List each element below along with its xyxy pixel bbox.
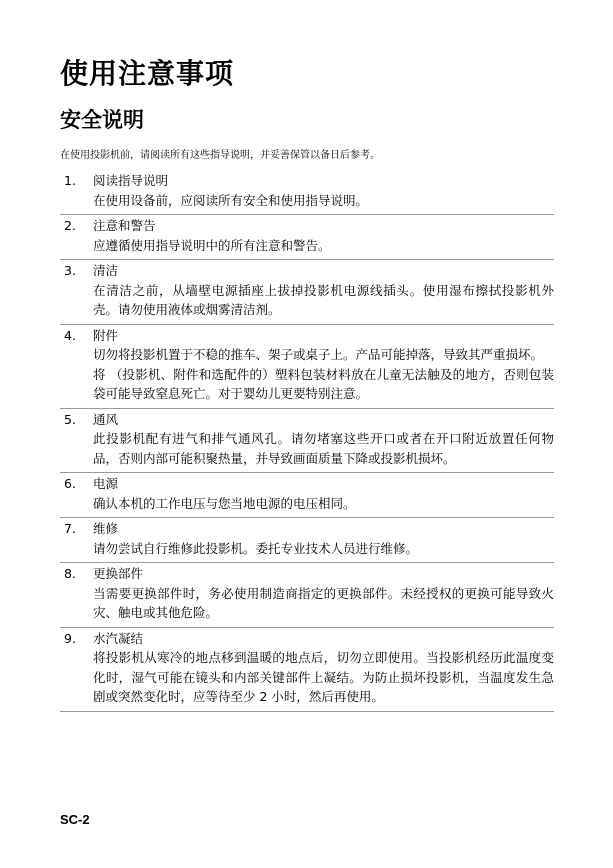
item-number: 7. bbox=[64, 521, 76, 536]
item-body bbox=[93, 326, 554, 404]
item-body bbox=[93, 519, 554, 558]
item-number: 1. bbox=[64, 173, 76, 188]
page-title: 使用注意事项 bbox=[60, 57, 235, 90]
item-paragraph: 当需要更换部件时，务必使用制造商指定的更换部件。未经授权的更换可能导致火灾、触电或其他危险。 bbox=[93, 585, 554, 620]
item-paragraph: 确认本机的工作电压与您当地电源的电压相同。 bbox=[93, 495, 356, 511]
item-heading: 阅读指导说明 bbox=[93, 173, 169, 188]
list-item bbox=[60, 563, 554, 628]
section-title: 安全说明 bbox=[60, 108, 144, 132]
item-body bbox=[93, 410, 554, 469]
item-paragraph: 在清洁之前，从墙壁电源插座上拔掉投影机电源线插头。使用湿布擦拭投影机外壳。请勿使用液体或烟雾清洁剂。 bbox=[93, 282, 554, 317]
item-heading: 通风 bbox=[93, 411, 119, 427]
list-item bbox=[60, 170, 554, 215]
page-number: SC-2 bbox=[60, 812, 90, 827]
item-body bbox=[93, 474, 554, 513]
item-body bbox=[93, 171, 554, 210]
list-item bbox=[60, 628, 554, 712]
item-heading: 维修 bbox=[93, 521, 119, 536]
item-number: 9. bbox=[64, 630, 76, 646]
item-heading: 水汽凝结 bbox=[93, 630, 144, 646]
item-body bbox=[93, 564, 554, 623]
intro-text: 在使用投影机前，请阅读所有这些指导说明，并妥善保管以备日后参考。 bbox=[60, 150, 380, 161]
item-number: 8. bbox=[64, 566, 76, 581]
item-heading: 电源 bbox=[93, 476, 119, 491]
item-paragraph: 应遵循使用指导说明中的所有注意和警告。 bbox=[93, 237, 331, 253]
list-item bbox=[60, 215, 554, 260]
item-number: 2. bbox=[64, 218, 76, 233]
item-body bbox=[93, 629, 554, 707]
list-item bbox=[60, 409, 554, 474]
item-body bbox=[93, 261, 554, 320]
list-item bbox=[60, 325, 554, 409]
item-number: 6. bbox=[64, 476, 76, 491]
item-number: 5. bbox=[64, 411, 76, 427]
item-paragraph: 在使用设备前，应阅读所有安全和使用指导说明。 bbox=[93, 192, 369, 208]
list-item bbox=[60, 260, 554, 325]
list-item bbox=[60, 473, 554, 518]
item-paragraph: 请勿尝试自行维修此投影机。委托专业技术人员进行维修。 bbox=[93, 540, 419, 556]
item-number: 4. bbox=[64, 327, 76, 343]
item-number: 3. bbox=[64, 263, 76, 278]
item-heading: 注意和警告 bbox=[93, 218, 156, 233]
item-paragraph: 切勿将投影机置于不稳的推车、架子或桌子上。产品可能掉落，导致其严重损坏。 bbox=[93, 347, 544, 362]
item-paragraph: 将 （投影机、附件和选配件的）塑料包装材料放在儿童无法触及的地方，否则包装袋可能导致窒息死亡。对于婴幼儿更要特别注意。 bbox=[93, 366, 554, 401]
item-heading: 清洁 bbox=[93, 263, 119, 278]
item-heading: 附件 bbox=[93, 327, 119, 343]
item-heading: 更换部件 bbox=[93, 566, 144, 581]
safety-instructions-list bbox=[60, 170, 554, 712]
item-body bbox=[93, 216, 554, 255]
item-paragraph: 将投影机从寒冷的地点移到温暖的地点后，切勿立即使用。当投影机经历此温度变化时，湿气可能在镜头和内部关键部件上凝结。为防止损坏投影机，当温度发生急剧或突然变化时，应等待至少 2 小时，然后再使用。 bbox=[93, 650, 554, 704]
item-paragraph: 此投影机配有进气和排气通风孔。请勿堵塞这些开口或者在开口附近放置任何物品，否则内部可能积聚热量，并导致画面质量下降或投影机损坏。 bbox=[93, 431, 554, 466]
list-item bbox=[60, 518, 554, 563]
